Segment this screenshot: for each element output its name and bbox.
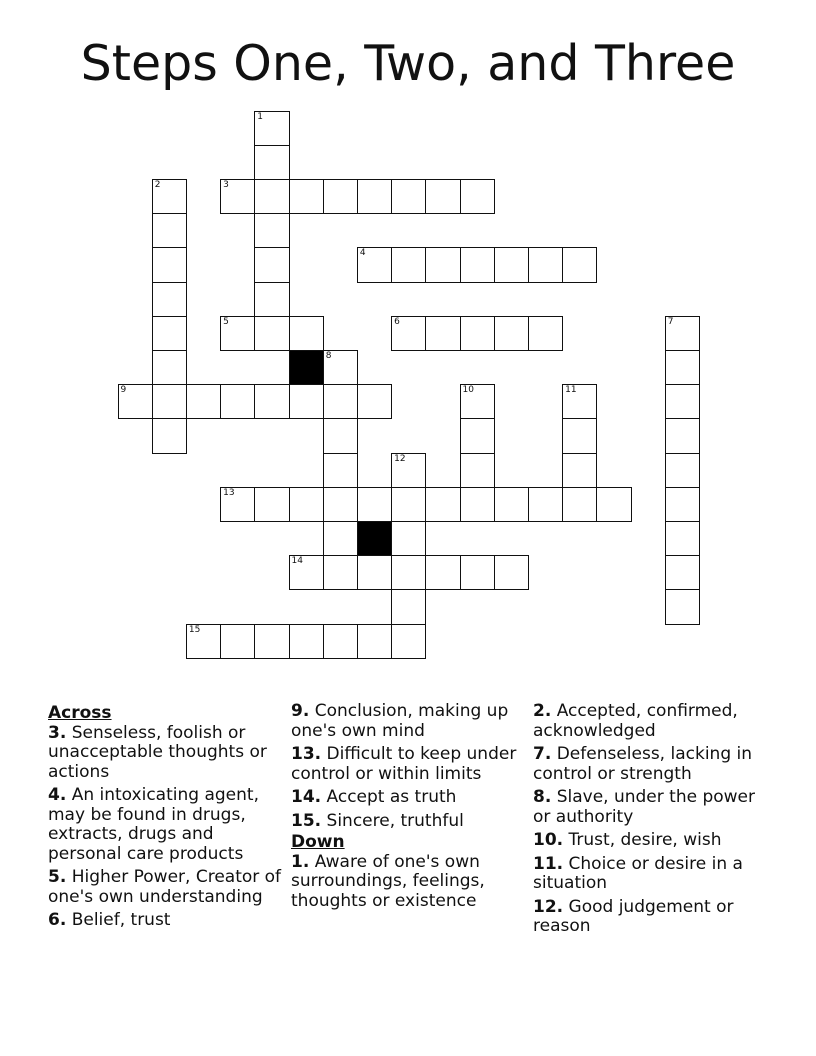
grid-cell[interactable] [528,247,563,282]
grid-cell[interactable] [460,247,495,282]
grid-cell[interactable] [665,487,700,522]
clue-down-8: 8. Slave, under the power or authority [533,787,756,827]
clue-across-3: 3. Senseless, foolish or unacceptable thoughts or actions [48,722,267,782]
grid-cell[interactable] [254,213,289,248]
grid-cell[interactable] [494,316,529,351]
grid-cell[interactable] [186,624,221,659]
clue-across-9: 9. Conclusion, making up one's own mind [291,701,509,741]
grid-cell[interactable] [391,179,426,214]
grid-cell[interactable] [186,384,221,419]
grid-cell[interactable] [323,624,358,659]
grid-cell[interactable] [152,384,187,419]
cell-number: 2 [154,179,161,190]
cell-number: 13 [223,487,235,498]
clue-across-6: 6. Belief, trust [48,910,171,930]
grid-cell[interactable] [357,247,392,282]
grid-cell[interactable] [562,247,597,282]
grid-cell[interactable] [254,282,289,317]
grid-cell[interactable] [425,247,460,282]
grid-cell[interactable] [323,350,358,385]
black-cell [289,350,324,385]
clue-down-7: 7. Defenseless, lacking in control or strength [533,744,753,784]
grid-cell[interactable] [562,418,597,453]
cell-number: 7 [667,316,674,327]
grid-cell[interactable] [460,179,495,214]
grid-cell[interactable] [357,487,392,522]
grid-cell[interactable] [665,521,700,556]
grid-cell[interactable] [289,624,324,659]
grid-cell[interactable] [391,589,426,624]
grid-cell[interactable] [152,418,187,453]
cell-number: 6 [394,316,400,327]
clue-across-4: 4. An intoxicating agent, may be found in drugs, extracts, drugs and personal care products [48,785,259,864]
grid-cell[interactable] [289,179,324,214]
grid-cell[interactable] [220,384,255,419]
grid-cell[interactable] [562,487,597,522]
clue-across-14: 14. Accept as truth [291,787,457,807]
grid-cell[interactable] [391,453,426,488]
cell-number: 9 [120,385,127,396]
grid-cell[interactable] [323,384,358,419]
grid-cell[interactable] [460,453,495,488]
grid-cell[interactable] [391,247,426,282]
clue-down-11: 11. Choice or desire in a situation [533,853,743,893]
grid-cell[interactable] [391,316,426,351]
grid-cell[interactable] [323,179,358,214]
clues-column-1 [48,702,284,935]
cell-number: 4 [359,248,366,259]
grid-cell[interactable] [254,487,289,522]
clue-across-5: 5. Higher Power, Creator of one's own understanding [48,867,282,907]
cell-number: 8 [325,350,332,361]
cell-number: 12 [394,453,406,464]
cell-number: 1 [257,111,264,122]
grid-cell[interactable] [494,247,529,282]
grid-cell[interactable] [596,487,631,522]
across-heading: Across [48,703,112,723]
grid-cell[interactable] [289,555,324,590]
down-heading: Down [291,832,345,852]
grid-cell[interactable] [460,487,495,522]
grid-cell[interactable] [528,316,563,351]
grid-cell[interactable] [665,350,700,385]
grid-cell[interactable] [152,213,187,248]
grid-cell[interactable] [460,384,495,419]
grid-cell[interactable] [118,384,153,419]
grid-cell[interactable] [254,384,289,419]
grid-cell[interactable] [254,145,289,180]
grid-cell[interactable] [494,487,529,522]
grid-cell[interactable] [289,487,324,522]
clue-down-10: 10. Trust, desire, wish [533,830,722,850]
grid-cell[interactable] [665,589,700,624]
grid-cell[interactable] [254,179,289,214]
grid-cell[interactable] [220,487,255,522]
grid-cell[interactable] [665,555,700,590]
grid-cell[interactable] [425,316,460,351]
grid-cell[interactable] [391,555,426,590]
clue-down-12: 12. Good judgement or reason [533,896,734,936]
clues-column-2 [291,702,527,915]
grid-cell[interactable] [254,247,289,282]
clue-down-2: 2. Accepted, confirmed, acknowledged [533,701,738,741]
cell-number: 5 [223,316,229,327]
grid-cell[interactable] [220,316,255,351]
grid-cell[interactable] [323,418,358,453]
grid-cell[interactable] [425,179,460,214]
grid-cell[interactable] [323,487,358,522]
grid-cell[interactable] [152,316,187,351]
grid-cell[interactable] [152,282,187,317]
clue-across-15: 15. Sincere, truthful [291,810,464,831]
grid-cell[interactable] [665,453,700,488]
grid-cell[interactable] [152,350,187,385]
grid-cell[interactable] [289,384,324,419]
grid-cell[interactable] [254,316,289,351]
grid-cell[interactable] [425,555,460,590]
grid-cell[interactable] [528,487,563,522]
grid-cell[interactable] [323,453,358,488]
grid-cell[interactable] [289,316,324,351]
grid-cell[interactable] [391,487,426,522]
grid-cell[interactable] [460,316,495,351]
grid-cell[interactable] [254,111,289,146]
grid-cell[interactable] [460,418,495,453]
grid-cell[interactable] [562,384,597,419]
cell-number: 10 [462,385,474,396]
grid-cell[interactable] [220,624,255,659]
grid-cell[interactable] [152,179,187,214]
grid-cell[interactable] [665,316,700,351]
cell-number: 15 [188,624,201,635]
grid-cell[interactable] [323,555,358,590]
cell-number: 3 [223,179,229,190]
grid-cell[interactable] [562,453,597,488]
grid-cell[interactable] [665,418,700,453]
grid-cell[interactable] [220,179,255,214]
grid-cell[interactable] [665,384,700,419]
black-cell [357,521,392,556]
cell-number: 14 [291,556,303,567]
grid-cell[interactable] [357,555,392,590]
clues-column-3 [533,702,773,941]
grid-cell[interactable] [152,247,187,282]
grid-cell[interactable] [460,555,495,590]
cell-number: 11 [565,385,577,396]
grid-cell[interactable] [391,521,426,556]
grid-cell[interactable] [323,521,358,556]
clue-across-13: 13. Difficult to keep under control or within limits [291,744,517,784]
grid-cell[interactable] [425,487,460,522]
grid-cell[interactable] [391,624,426,659]
clue-down-1: 1. Aware of one's own surroundings, feelings, thoughts or existence [291,851,485,911]
puzzle-title: Steps One, Two, and Three [80,35,736,92]
grid-cell[interactable] [357,384,392,419]
grid-cell[interactable] [494,555,529,590]
grid-cell[interactable] [357,624,392,659]
grid-cell[interactable] [254,624,289,659]
grid-cell[interactable] [357,179,392,214]
